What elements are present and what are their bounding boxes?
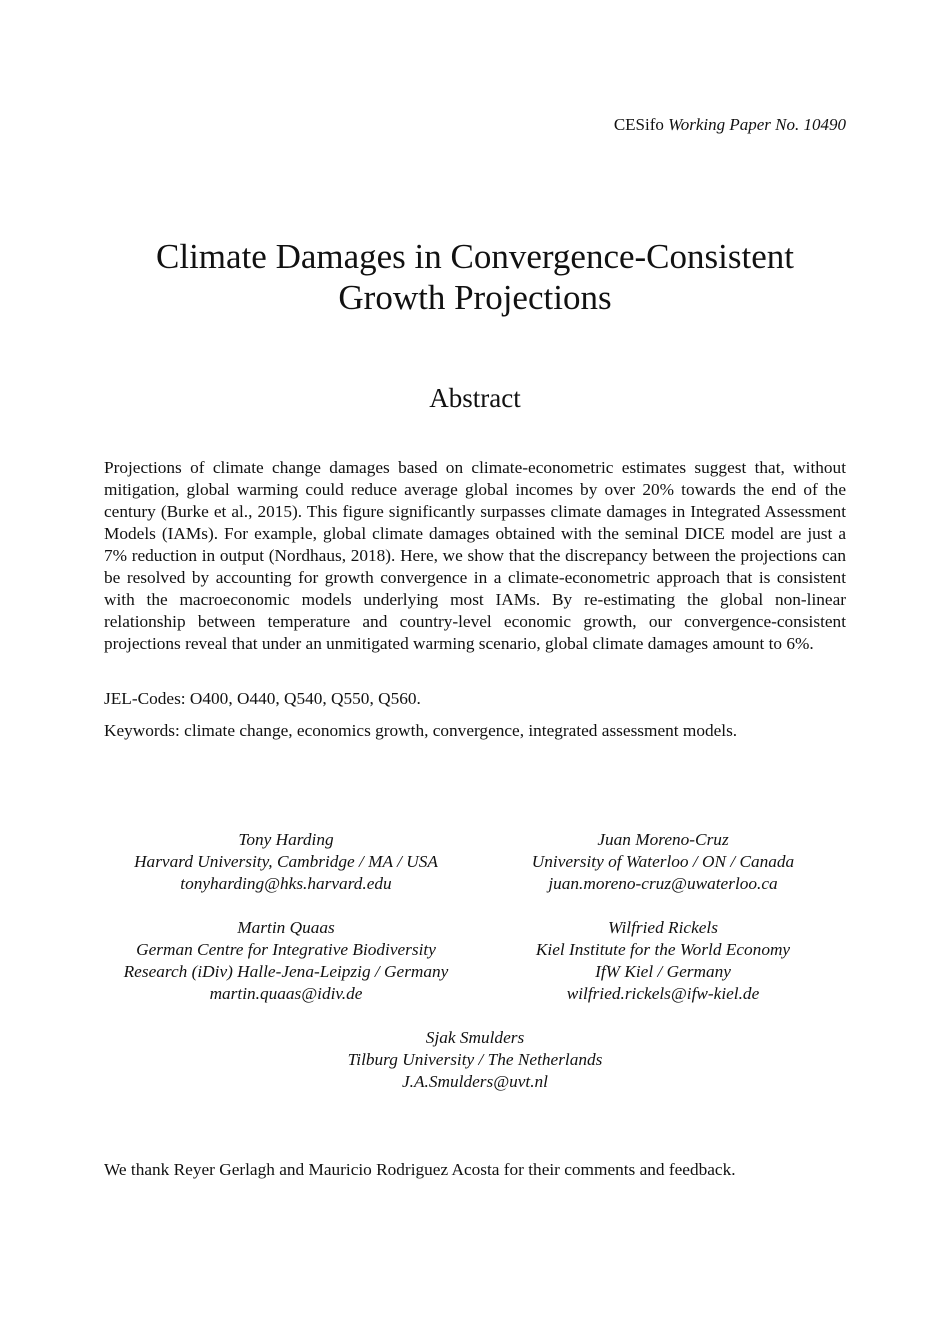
author-email: J.A.Smulders@uvt.nl	[402, 1072, 548, 1091]
author-affiliation: University of Waterloo / ON / Canada	[531, 852, 795, 871]
paper-title	[0, 236, 950, 318]
author-block-harding	[76, 829, 496, 895]
author-email: juan.moreno-cruz@uwaterloo.ca	[548, 874, 778, 893]
keywords: Keywords: climate change, economics growth, convergence, integrated assessment models.	[104, 721, 738, 740]
author-email: martin.quaas@idiv.de	[209, 984, 363, 1003]
paper-title-line-1: Climate Damages in Convergence-Consistent	[156, 237, 794, 276]
author-block-rickels	[453, 917, 873, 1005]
author-block-moreno-cruz	[453, 829, 873, 895]
series-paper-label: Working Paper No. 10490	[668, 115, 846, 134]
author-affiliation: German Centre for Integrative Biodiversity	[136, 940, 436, 959]
paper-title-line-2: Growth Projections	[338, 278, 612, 317]
author-name: Wilfried Rickels	[608, 918, 718, 937]
author-name: Martin Quaas	[237, 918, 335, 937]
author-affiliation: Harvard University, Cambridge / MA / USA	[134, 852, 438, 871]
author-name: Juan Moreno-Cruz	[597, 830, 729, 849]
author-affiliation: Kiel Institute for the World Economy	[535, 940, 791, 959]
series-line	[614, 114, 846, 136]
acknowledgement: We thank Reyer Gerlagh and Mauricio Rodriguez Acosta for their comments and feedback.	[104, 1160, 736, 1179]
author-name: Sjak Smulders	[425, 1028, 525, 1047]
author-affiliation: IfW Kiel / Germany	[595, 962, 731, 981]
author-email: wilfried.rickels@ifw-kiel.de	[566, 984, 760, 1003]
jel-codes: JEL-Codes: O400, O440, Q540, Q550, Q560.	[104, 689, 421, 708]
author-affiliation: Research (iDiv) Halle-Jena-Leipzig / Germany	[123, 962, 449, 981]
author-name: Tony Harding	[238, 830, 334, 849]
abstract-text: Projections of climate change damages based on climate-econometric estimates suggest that, without mitigation, global warming could reduce average global incomes by over 20% towards the end of the century (Burke et al., 2015). This figure significantly surpasses climate damages in Integrated Assessment Models (IAMs). For example, global climate damages obtained with the seminal DICE model are just a 7% reduction in output (Nordhaus, 2018). Here, we show that the discrepancy between the projections can be resolved by accounting for growth convergence in a climate-econometric approach that is consistent with the macroeconomic models underlying most IAMs. By re-estimating the global non-linear relationship between temperature and country-level economic growth, our convergence-consistent projections reveal that under an unmitigated warming scenario, global climate damages amount to 6%.	[104, 458, 846, 653]
author-email: tonyharding@hks.harvard.edu	[180, 874, 392, 893]
author-block-quaas	[76, 917, 496, 1005]
series-publisher: CESifo	[613, 115, 664, 134]
author-affiliation: Tilburg University / The Netherlands	[347, 1050, 603, 1069]
abstract-heading: Abstract	[429, 383, 521, 413]
author-block-smulders	[265, 1027, 685, 1093]
